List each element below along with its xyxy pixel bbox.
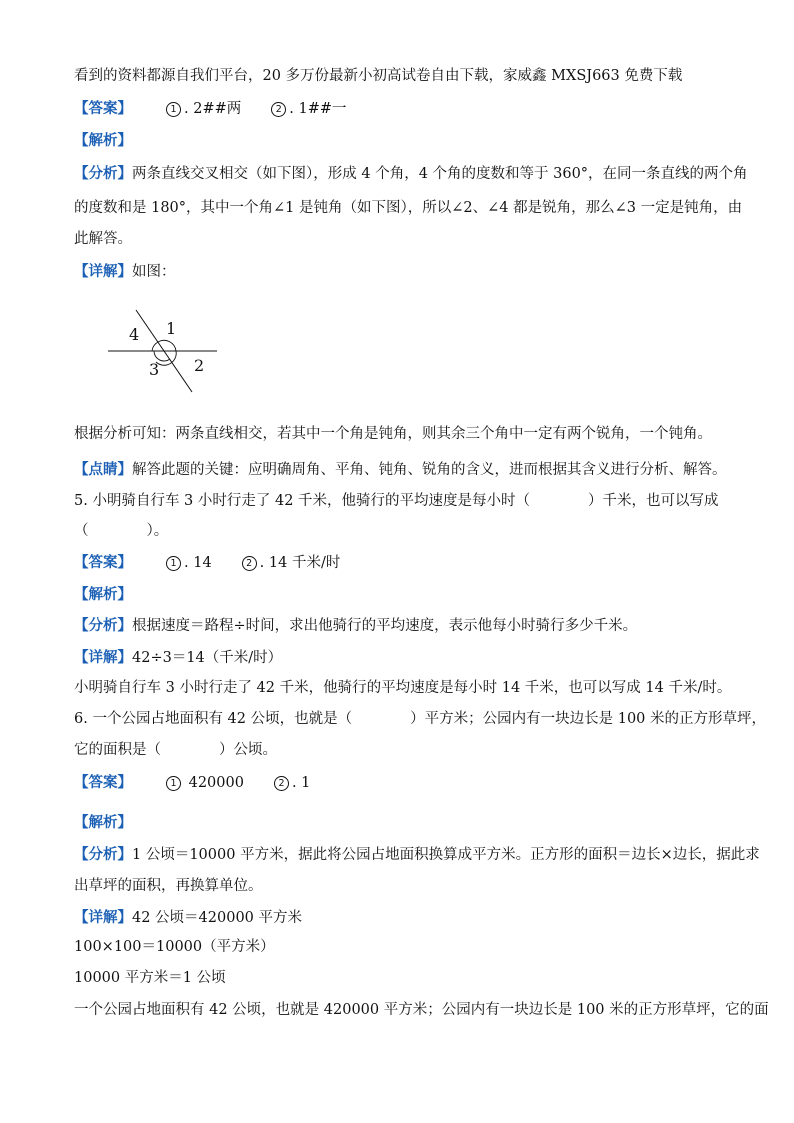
- fenxi-label: 【分析】: [74, 846, 132, 863]
- header-note: 看到的资料都源自我们平台，20 多万份最新小初高试卷自由下载，家威鑫 MXSJ663 免费下载: [74, 68, 683, 84]
- q5-stem-line2: （ ）。: [74, 523, 169, 539]
- q5-conclusion: 小明骑自行车 3 小时行走了 42 千米，他骑行的平均速度是每小时 14 千米，也可以写成 14 千米/时。: [74, 680, 732, 696]
- fenxi-label: 【分析】: [74, 617, 132, 634]
- q6-jiexi-label: 【解析】: [74, 814, 132, 831]
- q5-stem-line1: 5. 小明骑自行车 3 小时行走了 42 千米，他骑行的平均速度是每小时（ ）千米，也可以写成: [74, 493, 719, 509]
- q6-answer-row: [74, 773, 310, 793]
- answer-label: 【答案】: [74, 554, 132, 571]
- xiangjie-label: 【详解】: [74, 649, 132, 666]
- answer-value: . 14 千米/时: [259, 555, 341, 571]
- q5-answer-row: [74, 553, 340, 573]
- q6-conclusion: 一个公园占地面积有 42 公顷，也就是 420000 平方米；公园内有一块边长是 100 米的正方形草坪，它的面: [74, 1002, 769, 1018]
- q6-analysis-line1: [74, 845, 760, 865]
- angle-label-1: 1: [166, 319, 177, 338]
- answer-label: 【答案】: [74, 774, 132, 791]
- q4-dianjing: [74, 460, 727, 480]
- q4-analysis-line1: [74, 164, 748, 184]
- q4-detail: [74, 262, 176, 282]
- q6-stem-line2: 它的面积是（ ）公顷。: [74, 742, 277, 758]
- q4-jiexi-label: 【解析】: [74, 132, 132, 149]
- angle-arc-4: [152, 342, 158, 351]
- answer-value: . 1: [291, 775, 311, 791]
- detail-text: 42÷3＝14（千米/时）: [132, 650, 283, 666]
- angle-label-3: 3: [149, 360, 160, 379]
- dianjing-text: 解答此题的关键：应明确周角、平角、钝角、锐角的含义，进而根据其含义进行分析、解答。: [132, 462, 727, 478]
- angle-label-4: 4: [129, 325, 140, 344]
- fenxi-label: 【分析】: [74, 165, 132, 182]
- answer-value: . 2##两: [184, 101, 242, 117]
- q5-detail: [74, 648, 282, 668]
- q6-analysis-line2: 出草坪的面积，再换算单位。: [74, 878, 263, 894]
- detail-text: 如图：: [132, 264, 176, 280]
- q4-analysis-line3: 此解答。: [74, 231, 132, 247]
- answer-value: 420000: [184, 775, 244, 791]
- intersecting-lines-figure: [100, 304, 230, 396]
- circled-number: 2: [274, 776, 289, 791]
- q6-calc2: 10000 平方米＝1 公顷: [74, 970, 226, 986]
- q5-analysis: [74, 616, 637, 636]
- q6-stem-line1: 6. 一个公园占地面积有 42 公顷，也就是（ ）平方米；公园内有一块边长是 100 米的正方形草坪，: [74, 711, 767, 727]
- analysis-text: 根据速度＝路程÷时间，求出他骑行的平均速度，表示他每小时骑行多少千米。: [132, 618, 638, 634]
- xiangjie-label: 【详解】: [74, 263, 132, 280]
- angle-label-2: 2: [194, 356, 205, 375]
- q4-conclusion: 根据分析可知：两条直线相交，若其中一个角是钝角，则其余三个角中一定有两个锐角，一个钝角。: [74, 426, 712, 442]
- q4-answer-row: [74, 99, 347, 119]
- circled-number: 2: [271, 102, 286, 117]
- answer-label: 【答案】: [74, 100, 132, 117]
- answer-value: . 14: [184, 555, 212, 571]
- circled-number: 1: [166, 102, 181, 117]
- answer-value: . 1##一: [289, 101, 347, 117]
- detail-text: 42 公顷＝420000 平方米: [132, 910, 303, 926]
- q5-jiexi-label: 【解析】: [74, 586, 132, 603]
- circled-number: 2: [242, 556, 257, 571]
- q6-calc1: 100×100＝10000（平方米）: [74, 939, 275, 955]
- circled-number: 1: [166, 776, 181, 791]
- analysis-text: 两条直线交叉相交（如下图），形成 4 个角，4 个角的度数和等于 360°，在同一条直线的两个角: [132, 166, 748, 182]
- q6-detail: [74, 908, 302, 928]
- circled-number: 1: [166, 556, 181, 571]
- q4-analysis-line2: 的度数和是 180°，其中一个角∠1 是钝角（如下图），所以∠2、∠4 都是锐角，那么∠3 一定是钝角，由: [74, 200, 743, 216]
- xiangjie-label: 【详解】: [74, 909, 132, 926]
- dianjing-label: 【点睛】: [74, 461, 132, 478]
- analysis-text: 1 公顷＝10000 平方米，据此将公园占地面积换算成平方米。正方形的面积＝边长×边长，据此求: [132, 847, 760, 863]
